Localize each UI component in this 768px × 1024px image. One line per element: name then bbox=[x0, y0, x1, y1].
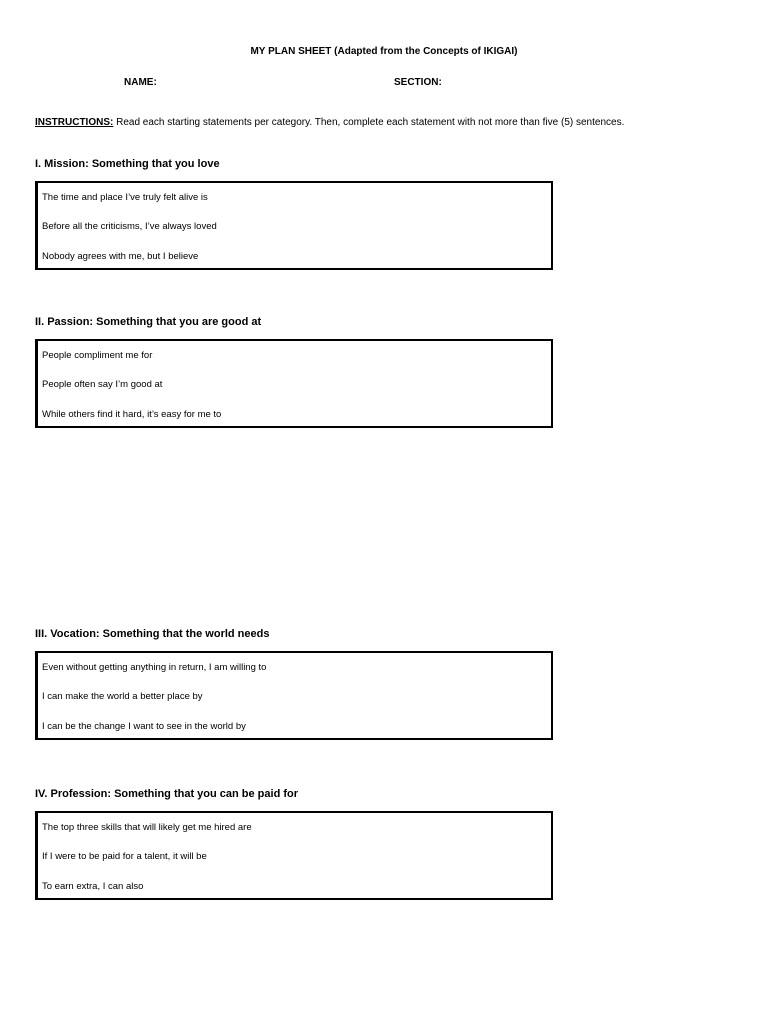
name-label: NAME: bbox=[124, 77, 157, 88]
prompt-mission-3: Nobody agrees with me, but I believe bbox=[42, 251, 199, 262]
instructions-text: Read each starting statements per category. Then, complete each statement with not more than five (5) sentences. bbox=[113, 117, 625, 128]
answer-box-mission[interactable] bbox=[35, 181, 553, 270]
prompt-passion-2: People often say I’m good at bbox=[42, 379, 163, 390]
prompt-profession-3: To earn extra, I can also bbox=[42, 881, 144, 892]
section-heading-mission: I. Mission: Something that you love bbox=[35, 158, 220, 170]
prompt-profession-1: The top three skills that will likely get me hired are bbox=[42, 822, 252, 833]
prompt-mission-1: The time and place I’ve truly felt alive is bbox=[42, 192, 208, 203]
prompt-passion-1: People compliment me for bbox=[42, 350, 153, 361]
page-title-text: MY PLAN SHEET (Adapted from the Concepts of IKIGAI) bbox=[250, 46, 518, 57]
prompt-vocation-2: I can make the world a better place by bbox=[42, 691, 203, 702]
prompt-profession-2: If I were to be paid for a talent, it will be bbox=[42, 851, 207, 862]
section-heading-profession: IV. Profession: Something that you can be paid for bbox=[35, 788, 299, 800]
prompt-vocation-1: Even without getting anything in return, I am willing to bbox=[42, 662, 267, 673]
prompt-vocation-3: I can be the change I want to see in the world by bbox=[42, 721, 246, 732]
section-label: SECTION: bbox=[394, 77, 442, 88]
answer-box-profession[interactable] bbox=[35, 811, 553, 900]
prompt-mission-2: Before all the criticisms, I’ve always loved bbox=[42, 221, 217, 232]
page-title bbox=[0, 46, 768, 57]
answer-box-vocation[interactable] bbox=[35, 651, 553, 740]
instructions bbox=[35, 117, 624, 128]
section-heading-vocation: III. Vocation: Something that the world needs bbox=[35, 628, 270, 640]
instructions-label: INSTRUCTIONS: bbox=[35, 117, 114, 128]
answer-box-passion[interactable] bbox=[35, 339, 553, 428]
prompt-passion-3: While others find it hard, it’s easy for me to bbox=[42, 409, 222, 420]
section-heading-passion: II. Passion: Something that you are good at bbox=[35, 316, 262, 328]
